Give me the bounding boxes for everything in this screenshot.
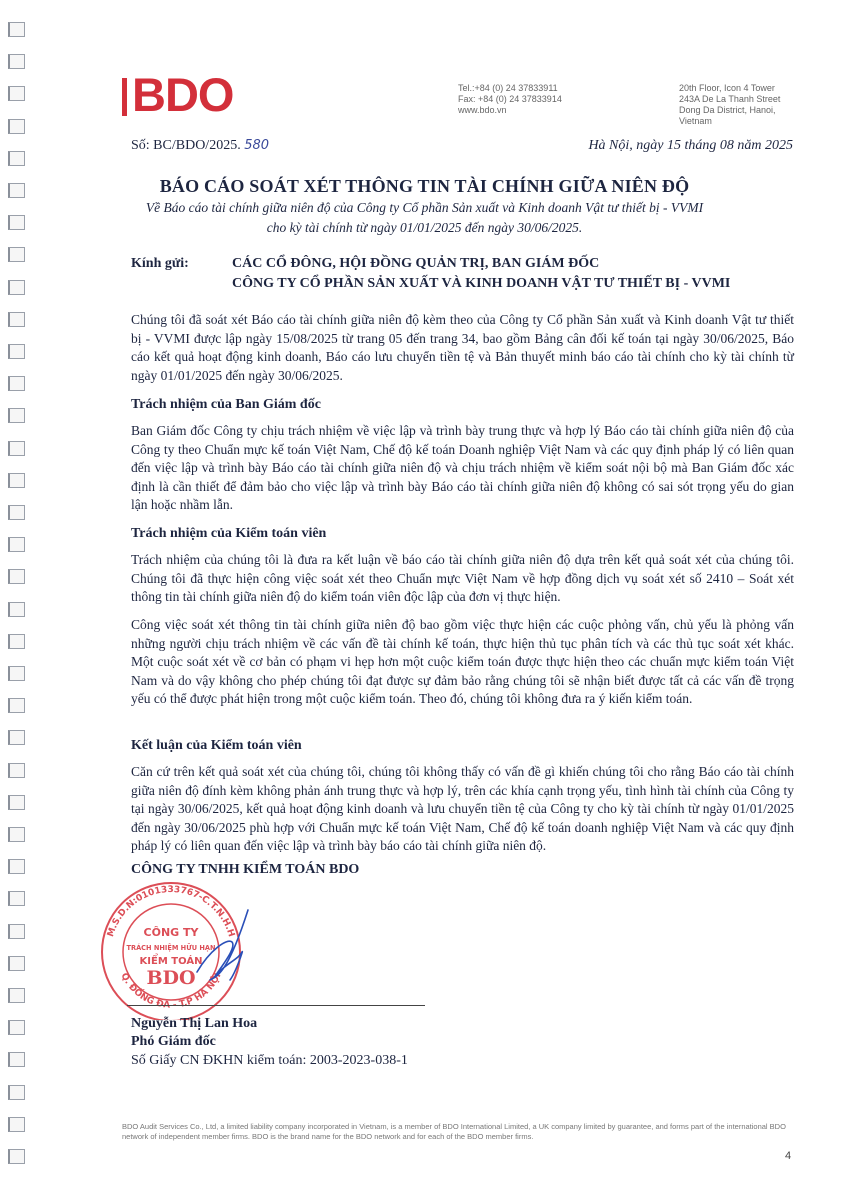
- heading-auditor-responsibility: Trách nhiệm của Kiểm toán viên: [131, 526, 327, 541]
- contact-info: [458, 83, 562, 116]
- page-number: 4: [785, 1150, 792, 1162]
- signature-company: CÔNG TY TNHH KIỂM TOÁN BDO: [131, 862, 360, 877]
- svg-text:CÔNG TY: CÔNG TY: [143, 926, 199, 939]
- heading-auditor-conclusion: Kết luận của Kiểm toán viên: [131, 738, 302, 753]
- binder-ring: [8, 1052, 25, 1067]
- binder-ring: [8, 247, 25, 262]
- reference-handwritten-number: 580: [244, 138, 270, 153]
- address-line-2: 243A De La Thanh Street: [679, 94, 781, 104]
- binder-ring: [8, 344, 25, 359]
- heading-management-responsibility: Trách nhiệm của Ban Giám đốc: [131, 397, 321, 412]
- svg-text:BDO: BDO: [146, 967, 196, 989]
- report-title: BÁO CÁO SOÁT XÉT THÔNG TIN TÀI CHÍNH GIỮA NIÊN ĐỘ: [159, 176, 690, 196]
- logo-bar: [122, 78, 127, 116]
- binder-ring: [8, 795, 25, 810]
- contact-phone: Tel.:+84 (0) 24 37833911: [458, 83, 558, 93]
- binder-ring: [8, 730, 25, 745]
- binder-ring: [8, 312, 25, 327]
- footer-disclaimer: BDO Audit Services Co., Ltd, a limited liability company incorporated in Vietnam, is a member of BDO International Limited, a UK company limited by guarantee, and forms part of the international BDO network of independent member firms. BDO is the brand name for the BDO network and for each of the BDO member firms.: [122, 1122, 786, 1141]
- binder-ring: [8, 119, 25, 134]
- svg-text:M.S.D.N:0101333767-C.T.N.H.H: M.S.D.N:0101333767-C.T.N.H.H: [106, 884, 236, 939]
- binder-ring: [8, 280, 25, 295]
- binder-ring: [8, 956, 25, 971]
- bdo-logo: [122, 68, 242, 121]
- binder-ring: [8, 763, 25, 778]
- binder-ring: [8, 408, 25, 423]
- binder-ring: [8, 376, 25, 391]
- intro-paragraph: Chúng tôi đã soát xét Báo cáo tài chính giữa niên độ kèm theo của Công ty Cổ phần Sản xuất và Kinh doanh Vật tư thiết bị - VVMI được lập ngày 15/08/2025 từ trang 05 đến trang 34, bao gồm Bảng cân đối kế toán tại ngày 30/06/2025, Báo cáo kết quả hoạt động kinh doanh, Báo cáo lưu chuyển tiền tệ và Bản thuyết minh báo cáo tài chính cho kỳ tài chính từ ngày 01/01/2025 đến ngày 30/06/2025.: [131, 312, 794, 383]
- svg-text:TRÁCH NHIỆM HỮU HẠN: TRÁCH NHIỆM HỮU HẠN: [126, 944, 216, 952]
- addressee-label: Kính gửi:: [131, 256, 189, 271]
- binder-ring: [8, 441, 25, 456]
- signature-line: [127, 1005, 425, 1006]
- binder-ring: [8, 634, 25, 649]
- report-subtitle-1: Về Báo cáo tài chính giữa niên độ của Công ty Cổ phần Sản xuất và Kinh doanh Vật tư thiết bị - VVMI: [145, 200, 704, 215]
- binder-ring: [8, 22, 25, 37]
- place-date: Hà Nội, ngày 15 tháng 08 năm 2025: [588, 138, 793, 153]
- reference-prefix: Số: BC/BDO/2025.: [131, 138, 241, 153]
- binder-ring: [8, 859, 25, 874]
- binder-ring: [8, 602, 25, 617]
- binder-ring: [8, 924, 25, 939]
- logo-text: BDO: [132, 68, 234, 121]
- svg-text:KIỂM TOÁN: KIỂM TOÁN: [139, 956, 203, 967]
- binder-ring: [8, 827, 25, 842]
- binder-ring: [8, 569, 25, 584]
- auditor-responsibility-paragraph-1: Trách nhiệm của chúng tôi là đưa ra kết luận về báo cáo tài chính giữa niên độ dựa trên kết quả soát xét của chúng tôi. Chúng tôi đã thực hiện công việc soát xét theo Chuẩn mực Việt Nam về hợp đồng dịch vụ soát xét số 2410 – Soát xét thông tin tài chính giữa niên độ do kiểm toán viên độc lập của đơn vị thực hiện.: [131, 552, 794, 605]
- company-seal: [92, 880, 250, 1020]
- report-subtitle-2: cho kỳ tài chính từ ngày 01/01/2025 đến ngày 30/06/2025.: [266, 220, 583, 235]
- binder-ring: [8, 505, 25, 520]
- signatory-title: Phó Giám đốc: [131, 1034, 216, 1049]
- reference-number: [131, 138, 269, 154]
- management-responsibility-paragraph: Ban Giám đốc Công ty chịu trách nhiệm về việc lập và trình bày trung thực và hợp lý Báo cáo tài chính giữa niên độ của Công ty theo Chuẩn mực kế toán Việt Nam, Chế độ kế toán Doanh nghiệp Việt Nam và các quy định pháp lý có liên quan đến việc lập và trình bày Báo cáo tài chính giữa niên độ và chịu trách nhiệm về kiểm soát nội bộ mà Ban Giám đốc xác định là cần thiết để đảm bảo cho việc lập và trình bày Báo cáo tài chính giữa niên độ không có sai sót trọng yếu do gian lận hoặc nhầm lẫn.: [131, 423, 794, 513]
- address-line-3: Dong Da District, Hanoi,: [679, 105, 776, 115]
- auditor-certificate-number: Số Giấy CN ĐKHN kiểm toán: 2003-2023-038-1: [131, 1053, 408, 1068]
- contact-fax: Fax: +84 (0) 24 37833914: [458, 94, 562, 104]
- binder-ring: [8, 151, 25, 166]
- binder-ring: [8, 988, 25, 1003]
- address-line-4: Vietnam: [679, 116, 712, 126]
- binder-ring: [8, 86, 25, 101]
- binder-ring: [8, 54, 25, 69]
- binder-ring: [8, 1085, 25, 1100]
- binder-ring: [8, 1117, 25, 1132]
- contact-web: www.bdo.vn: [458, 105, 507, 115]
- auditor-conclusion-paragraph: Căn cứ trên kết quả soát xét của chúng tôi, chúng tôi không thấy có vấn đề gì khiến chúng tôi cho rằng Báo cáo tài chính giữa niên độ đính kèm không phản ánh trung thực và hợp lý, trên các khía cạnh trọng yếu, tình hình tài chính của Công ty tại ngày 30/06/2025, kết quả hoạt động kinh doanh và lưu chuyển tiền tệ của Công ty cho kỳ tài chính từ ngày 01/01/2025 đến ngày 30/06/2025 phù hợp với Chuẩn mực kế toán Việt Nam, Chế độ kế toán doanh nghiệp Việt Nam và các quy định pháp lý có liên quan đến việc lập và trình bày báo cáo tài chính giữa niên độ.: [131, 764, 794, 854]
- binder-ring: [8, 537, 25, 552]
- binder-ring: [8, 891, 25, 906]
- svg-text:Q. ĐỐNG ĐA - T.P HÀ NỘI: Q. ĐỐNG ĐA - T.P HÀ NỘI: [118, 971, 224, 1011]
- addressee-line-2: CÔNG TY CỔ PHẦN SẢN XUẤT VÀ KINH DOANH VẬT TƯ THIẾT BỊ - VVMI: [232, 276, 731, 291]
- binder-ring: [8, 1020, 25, 1035]
- binder-ring: [8, 1149, 25, 1164]
- addressee-line-1: CÁC CỔ ĐÔNG, HỘI ĐỒNG QUẢN TRỊ, BAN GIÁM ĐỐC: [232, 256, 600, 271]
- address-line-1: 20th Floor, Icon 4 Tower: [679, 83, 775, 93]
- binder-ring: [8, 666, 25, 681]
- binder-ring: [8, 473, 25, 488]
- binder-ring: [8, 698, 25, 713]
- auditor-responsibility-paragraph-2: Công việc soát xét thông tin tài chính giữa niên độ bao gồm việc thực hiện các cuộc phỏng vấn, chủ yếu là phỏng vấn những người chịu trách nhiệm về các vấn đề tài chính kế toán, thực hiện thủ tục phân tích và các thủ tục soát xét khác. Một cuộc soát xét về cơ bản có phạm vi hẹp hơn một cuộc kiểm toán được thực hiện theo các chuẩn mực kiểm toán Việt Nam và do vậy không cho phép chúng tôi đạt được sự đảm bảo rằng chúng tôi sẽ nhận biết được tất cả các vấn đề trọng yếu có thể được phát hiện trong một cuộc kiểm toán. Theo đó, chúng tôi không đưa ra ý kiến kiểm toán.: [131, 617, 794, 707]
- office-address: [679, 83, 780, 127]
- signatory-name: Nguyễn Thị Lan Hoa: [131, 1016, 258, 1031]
